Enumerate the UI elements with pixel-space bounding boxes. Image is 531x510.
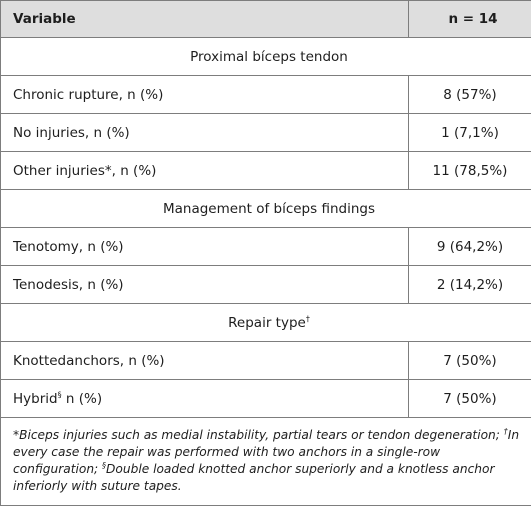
- header-n: n = 14: [409, 1, 531, 38]
- section-row: [1, 190, 531, 228]
- dagger-mark: †: [305, 314, 310, 323]
- footnote-row: [1, 418, 531, 506]
- hybrid-label: Hybrid: [13, 390, 58, 407]
- table-row: [1, 266, 531, 304]
- footnote-dagger: †: [503, 426, 508, 436]
- header-row: [1, 1, 531, 38]
- table-row: [1, 380, 531, 418]
- row-value: 7 (50%): [409, 380, 531, 418]
- section-management: Management of bíceps findings: [1, 190, 531, 228]
- row-label: Chronic rupture, n (%): [1, 76, 409, 114]
- section-row: [1, 304, 531, 342]
- row-value: 1 (7,1%): [409, 114, 531, 152]
- row-value: 2 (14,2%): [409, 266, 531, 304]
- row-label: Knottedanchors, n (%): [1, 342, 409, 380]
- table-row: [1, 152, 531, 190]
- footnote-line3: Double loaded knotted anchor superiorly and a knotless anchor inferiorly with suture tapes.: [13, 462, 495, 493]
- footnote-line1: *Biceps injuries such as medial instability, partial tears or tendon degeneration;: [13, 428, 504, 442]
- section-label: Repair type: [228, 314, 306, 331]
- row-label: [1, 380, 409, 418]
- section-repair-type: [1, 304, 531, 342]
- row-value: 9 (64,2%): [409, 228, 531, 266]
- footnote-text: [13, 428, 519, 493]
- row-label: Tenodesis, n (%): [1, 266, 409, 304]
- section-row: [1, 38, 531, 76]
- table-row: [1, 342, 531, 380]
- footnote-line2: In every case the repair was performed with two anchors in a single-row configuration;: [13, 428, 520, 476]
- footnote: [1, 418, 531, 506]
- row-value: 8 (57%): [409, 76, 531, 114]
- section-proximal-biceps: Proximal bíceps tendon: [1, 38, 531, 76]
- row-value: 7 (50%): [409, 342, 531, 380]
- row-label: No injuries, n (%): [1, 114, 409, 152]
- footnote-section-mark: §: [102, 460, 107, 470]
- hybrid-label-suffix: n (%): [61, 390, 103, 407]
- row-label: Tenotomy, n (%): [1, 228, 409, 266]
- table-row: [1, 228, 531, 266]
- section-mark: §: [57, 390, 62, 399]
- table-row: [1, 114, 531, 152]
- table-row: [1, 76, 531, 114]
- header-variable: Variable: [1, 1, 409, 38]
- row-label: Other injuries*, n (%): [1, 152, 409, 190]
- row-value: 11 (78,5%): [409, 152, 531, 190]
